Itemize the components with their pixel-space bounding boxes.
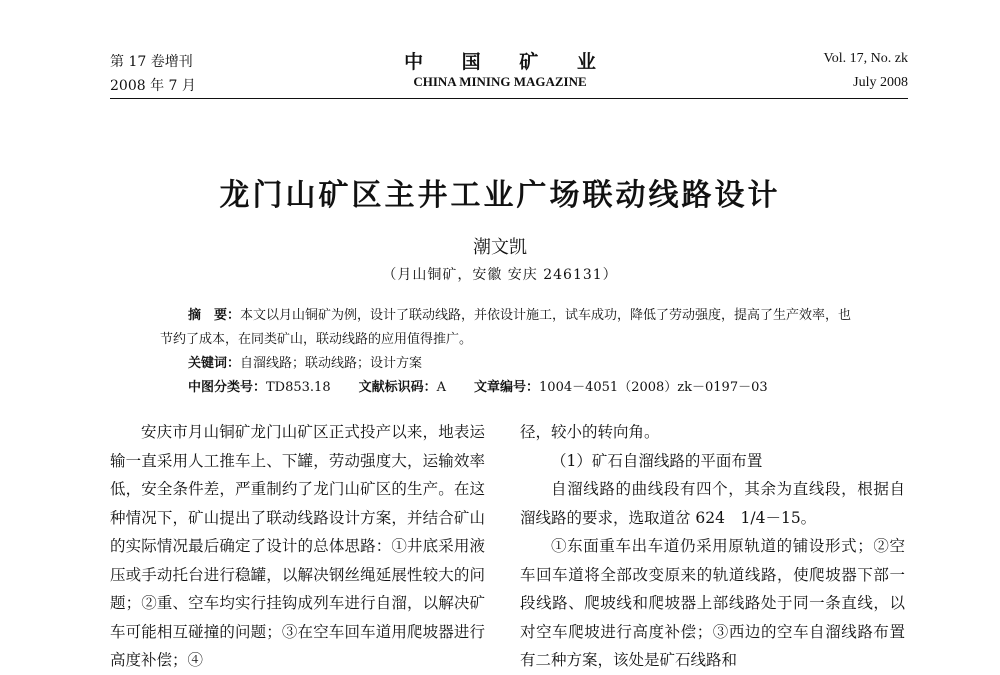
abstract [160,304,860,352]
volume-en: Vol. 17, No. zk [823,51,908,66]
body-paragraph: 安庆市月山铜矿龙门山矿区正式投产以来，地表运输一直采用人工推车上、下罐，劳动强度大，运输效率低，安全条件差，严重制约了龙门山矿区的生产。在这种情况下，矿山提出了联动线路设计方案，并结合矿山的实际情况最后确定了设计的总体思路：①井底采用液压或手动托台进行稳罐，以解决钢丝绳延展性较大的问题；②重、空车均实行挂钩成列车进行自溜，以解决矿车可能相互碰撞的问题；③在空车回车道用爬坡器进行高度补偿；④ [110,423,485,669]
journal-title-en: CHINA MINING MAGAZINE [413,74,587,89]
journal-title-cn: 中 国 矿 业 [404,51,612,73]
clc-value: TD853.18 [266,380,331,395]
date-cn: 2008 年 7 月 [110,78,196,94]
date-en: July 2008 [853,75,908,90]
body-left-column [110,418,485,675]
abstract-label: 摘 要： [188,308,241,323]
abstract-block [160,304,860,400]
body-paragraph: 自溜线路的曲线段有四个，其余为直线段，根据自溜线路的要求，选取道岔 624 1/4－15。 [520,480,905,527]
affiliation: （月山铜矿，安徽 安庆 246131） [382,267,618,283]
body-paragraph: 径，较小的转向角。 [520,423,660,441]
doc-code-value: A [436,380,447,395]
abstract-text: 本文以月山铜矿为例，设计了联动线路，并依设计施工，试车成功，降低了劳动强度，提高了生产效率，也节约了成本，在同类矿山，联动线路的应用值得推广。 [160,308,852,347]
keywords-text: 自溜线路；联动线路；设计方案 [240,356,423,371]
body-paragraph: ①东面重车出车道仍采用原轨道的铺设形式；②空车回车道将全部改变原来的轨道线路，使爬坡器下部一段线路、爬坡线和爬坡器上部线路处于同一条直线，以对空车爬坡进行高度补偿；③西边的空车自溜线路布置有二种方案，该处是矿石线路和 [520,537,905,669]
article-title: 龙门山矿区主井工业广场联动线路设计 [219,178,781,213]
clc-label: 中图分类号： [188,380,267,395]
classification-line [160,376,860,400]
keywords [160,352,860,376]
article-no-label: 文章编号： [474,380,540,395]
volume-issue: 第 17 卷增刊 [110,54,193,70]
body-right-column [520,418,905,675]
author-name: 潮文凯 [473,237,527,258]
doc-code-label: 文献标识码： [358,380,437,395]
page-header [0,0,1000,104]
header-rule [110,98,908,99]
section-heading: （1）矿石自溜线路的平面布置 [551,451,763,470]
article-no-value: 1004－4051（2008）zk－0197－03 [539,380,768,395]
keywords-label: 关键词： [188,356,241,371]
